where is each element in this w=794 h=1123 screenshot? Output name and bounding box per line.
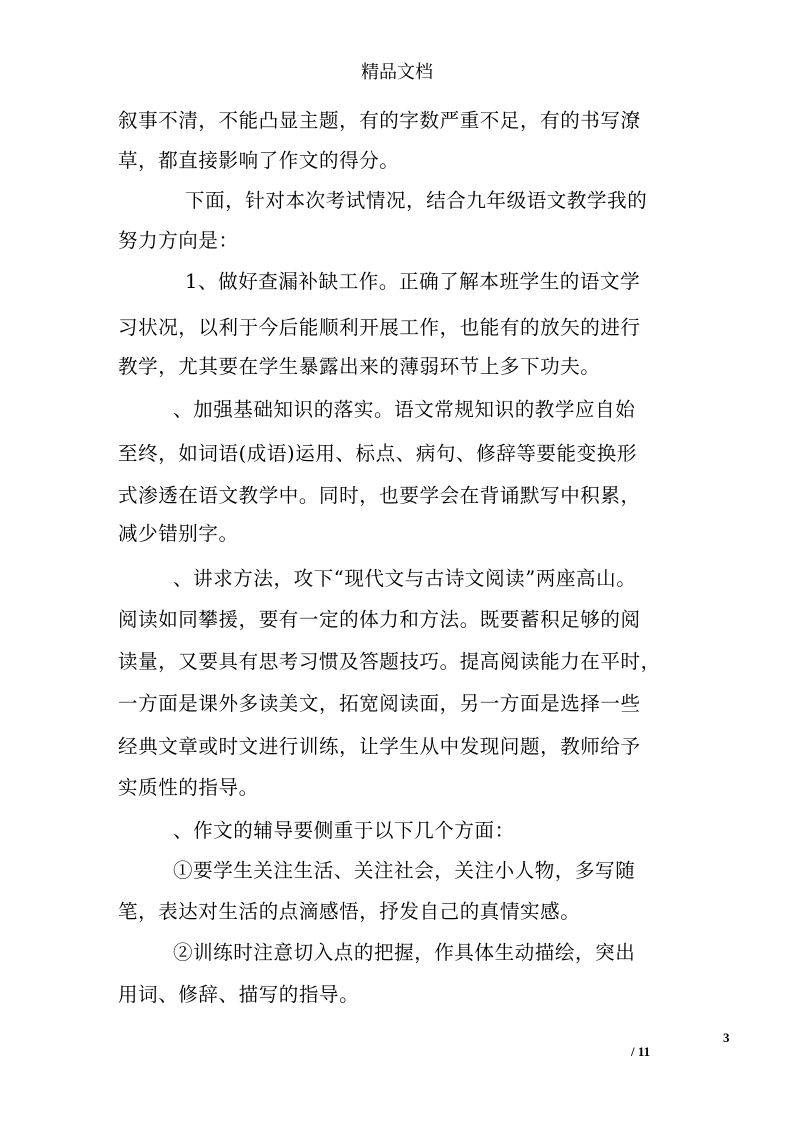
paragraph-line: 习状况，以利于今后能顺利开展工作，也能有的放矢的进行 [118, 316, 641, 339]
paragraph-line: 草，都直接影响了作文的得分。 [118, 149, 400, 172]
page-number: 3 [723, 1030, 730, 1045]
paragraph-line: ①要学生关注生活、关注社会，关注小人物，多写随 [173, 859, 636, 882]
paragraph-line: 下面，针对本次考试情况，结合九年级语文教学我的 [185, 189, 648, 212]
paragraph-line: 减少错别字。 [118, 522, 239, 545]
paragraph-line: 经典文章或时文进行训练，让学生从中发现问题，教师给予 [118, 735, 641, 758]
paragraph-line: 努力方向是： [118, 229, 239, 252]
paragraph-line: 、加强基础知识的落实。语文常规知识的教学应自始 [173, 398, 636, 421]
paragraph-line: 叙事不清，不能凸显主题，有的字数严重不足，有的书写潦 [118, 109, 641, 132]
paragraph-line: 笔，表达对生活的点滴感悟，抒发自己的真情实感。 [118, 900, 581, 923]
paragraph-line: 实质性的指导。 [118, 776, 259, 799]
paragraph-line: 1、做好查漏补缺工作。正确了解本班学生的语文学 [185, 270, 641, 293]
paragraph-line: 一方面是课外多读美文，拓宽阅读面，另一方面是选择一些 [118, 692, 641, 715]
paragraph-line: 、讲求方法，攻下“现代文与古诗文阅读”两座高山。 [173, 567, 637, 590]
paragraph-line: 阅读如同攀援，要有一定的体力和方法。既要蓄积足够的阅 [118, 608, 641, 631]
paragraph-line: 读量，又要具有思考习惯及答题技巧。提高阅读能力在平时， [118, 650, 661, 673]
paragraph-line: 式渗透在语文教学中。同时，也要学会在背诵默写中积累， [118, 484, 641, 507]
paragraph-line: 用词、修辞、描写的指导。 [118, 983, 360, 1006]
document-header-title: 精品文档 [361, 62, 433, 83]
paragraph-line: ②训练时注意切入点的把握，作具体生动描绘，突出 [173, 941, 636, 964]
paragraph-line: 教学，尤其要在学生暴露出来的薄弱环节上多下功夫。 [118, 355, 601, 378]
paragraph-line: 、作文的辅导要侧重于以下几个方面： [173, 819, 515, 842]
paragraph-line: 至终，如词语(成语)运用、标点、病句、修辞等要能变换形 [118, 442, 637, 465]
page-total: / 11 [631, 1044, 651, 1059]
